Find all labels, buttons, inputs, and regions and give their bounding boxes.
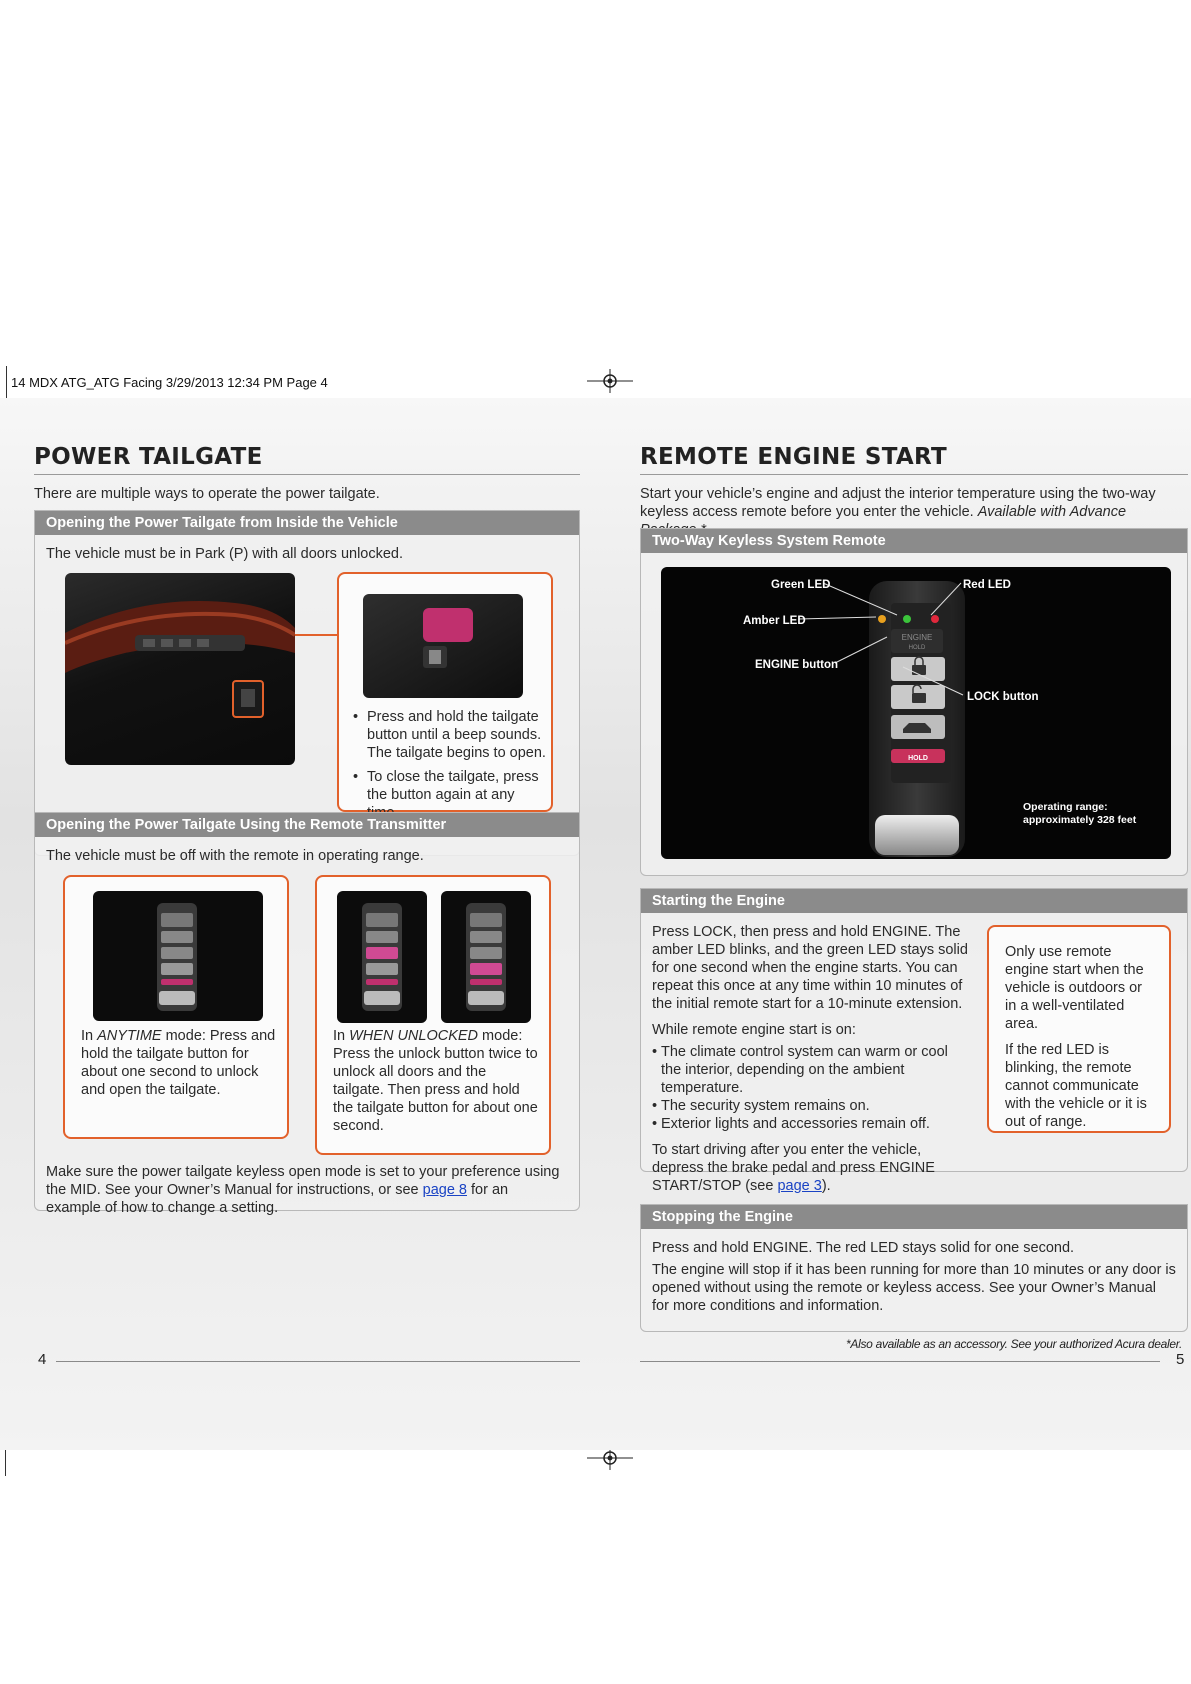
lock-button-label: LOCK button — [967, 691, 1039, 703]
amber-led-label: Amber LED — [743, 615, 806, 627]
door-panel-photo — [65, 573, 295, 765]
engine-button-label: ENGINE button — [755, 659, 839, 671]
page-power-tailgate — [34, 398, 580, 1368]
anytime-post: mode: Press and hold the tailgate button for about one second to unlock and open the tailgate. — [81, 1028, 276, 1098]
engine-key-label: ENGINE — [901, 633, 933, 642]
remote-start-effects — [652, 1043, 968, 1133]
list-item: • Exterior lights and accessories remain off. — [652, 1115, 968, 1133]
list-item: • To close the tailgate, press the button again at any — [353, 768, 549, 822]
keyless-mode-note — [46, 1163, 566, 1217]
panel-heading: Two-Way Keyless System Remote — [641, 529, 1187, 553]
warning-text: Only use remote engine start when the vehicle is outdoors or in a well-ventilated area. — [1005, 944, 1144, 1032]
intro-availability: Available with Advance — [977, 504, 1127, 520]
anytime-mode-name: ANYTIME — [97, 1028, 162, 1044]
page-number: 4 — [38, 1351, 47, 1368]
panel-text: The vehicle must be off with the remote in operating range. — [46, 848, 424, 864]
red-led-note: If the red LED is blinking, the remote cannot communicate with the vehicle or it is out of range. — [1005, 1042, 1147, 1130]
panel-starting-engine — [640, 888, 1188, 1194]
intro-body: Start your vehicle’s engine and adjust the interior temperature using the two-way keyless access remote before you enter the vehicle. — [640, 486, 1156, 520]
panel-inside-vehicle — [34, 510, 580, 856]
list-item: • Press and hold the tailgate button until a beep sounds. The tailgate begins to open. — [353, 708, 549, 762]
unlocked-post: mode: Press the unlock button twice to unlock all doors and the tailgate. Then press and hold the tailgate button for about one second. — [333, 1028, 538, 1134]
panel-heading: Opening the Power Tailgate from Inside the Vehicle — [35, 511, 579, 535]
stopping-paragraph: Press and hold ENGINE. The red LED stays solid for one second. — [652, 1240, 1075, 1256]
starting-paragraph — [652, 1141, 968, 1195]
page-title: REMOTE ENGINE START — [640, 398, 1188, 475]
green-led-label: Green LED — [771, 579, 831, 591]
panel-two-way-remote — [640, 528, 1188, 876]
starting-paragraph: While remote engine start is on: — [652, 1022, 856, 1038]
engine-key-hold: HOLD — [908, 645, 926, 651]
when-unlocked-mode-text — [333, 1027, 539, 1135]
remote-fob-photo — [93, 891, 263, 1021]
intro-text: There are multiple ways to operate the power tailgate. — [34, 486, 380, 502]
footnote: *Also available as an accessory. See your authorized Acura dealer. — [846, 1337, 1182, 1351]
note-text: Make sure the power tailgate keyless open mode is set to your preference using the MID. See your Owner’s Manual for instructions, or see — [46, 1164, 560, 1198]
panel-heading: Opening the Power Tailgate Using the Remote Transmitter — [35, 813, 579, 837]
unlocked-pre: In — [333, 1028, 350, 1044]
operating-range-value: approximately 328 feet — [1023, 814, 1137, 826]
drive-text-end: ). — [821, 1178, 831, 1194]
hold-key-label: HOLD — [908, 755, 928, 762]
footer-rule — [56, 1361, 580, 1362]
page-8-link[interactable]: page 8 — [422, 1182, 467, 1198]
remote-fob-tailgate-photo — [441, 891, 531, 1023]
operating-range-label: Operating range: — [1023, 801, 1108, 813]
anytime-mode-text — [81, 1027, 277, 1099]
registration-mark-top-icon — [587, 369, 633, 393]
note-text-end: for an example of how to change a setting. — [46, 1182, 509, 1216]
page-number: 5 — [1176, 1351, 1185, 1368]
callout-when-unlocked-mode — [315, 875, 551, 1155]
print-slug: 14 MDX ATG_ATG Facing 3/29/2013 12:34 PM Page 4 — [6, 366, 328, 400]
page-3-link[interactable]: page 3 — [777, 1178, 822, 1194]
list-item: • The security system remains on. — [652, 1097, 968, 1115]
list-item: • The climate control system can warm or cool the interior, depending on the ambient temperature. — [652, 1043, 968, 1097]
panel-heading: Starting the Engine — [641, 889, 1187, 913]
drive-text: To start driving after you enter the vehicle, depress the brake pedal and press ENGINE START/STOP (see — [652, 1142, 935, 1194]
remote-fob-unlock-photo — [337, 891, 427, 1023]
anytime-pre: In — [81, 1028, 98, 1044]
tailgate-button-steps — [353, 708, 549, 822]
stopping-paragraph: The engine will stop if it has been running for more than 10 minutes or any door is opened without using the remote or keyless access. See your Owner’s Manual for more conditions and information. — [652, 1262, 1176, 1314]
page-remote-engine-start — [640, 398, 1188, 1368]
starting-paragraph: Press LOCK, then press and hold ENGINE. The amber LED blinks, and the green LED stays solid for one second when the engine starts. You can repeat this once at any time within 10 minutes of the initial remote start for a 10-minute extension. — [652, 924, 968, 1012]
panel-heading: Stopping the Engine — [641, 1205, 1187, 1229]
remote-fob-diagram — [661, 567, 1171, 859]
callout-remote-start-warning — [987, 925, 1171, 1133]
manual-spread — [0, 398, 1191, 1450]
page-title: POWER TAILGATE — [34, 398, 580, 475]
tailgate-button-photo — [363, 594, 523, 698]
panel-text: The vehicle must be in Park (P) with all doors unlocked. — [46, 546, 404, 562]
callout-connector — [295, 634, 339, 636]
red-led-label: Red LED — [963, 579, 1011, 591]
panel-remote-transmitter — [34, 812, 580, 1216]
starting-body — [652, 923, 968, 1195]
footer-rule — [640, 1361, 1160, 1362]
unlocked-mode-name: WHEN UNLOCKED — [349, 1028, 479, 1044]
callout-tailgate-button — [337, 572, 553, 812]
callout-anytime-mode — [63, 875, 289, 1139]
panel-stopping-engine — [640, 1204, 1188, 1332]
